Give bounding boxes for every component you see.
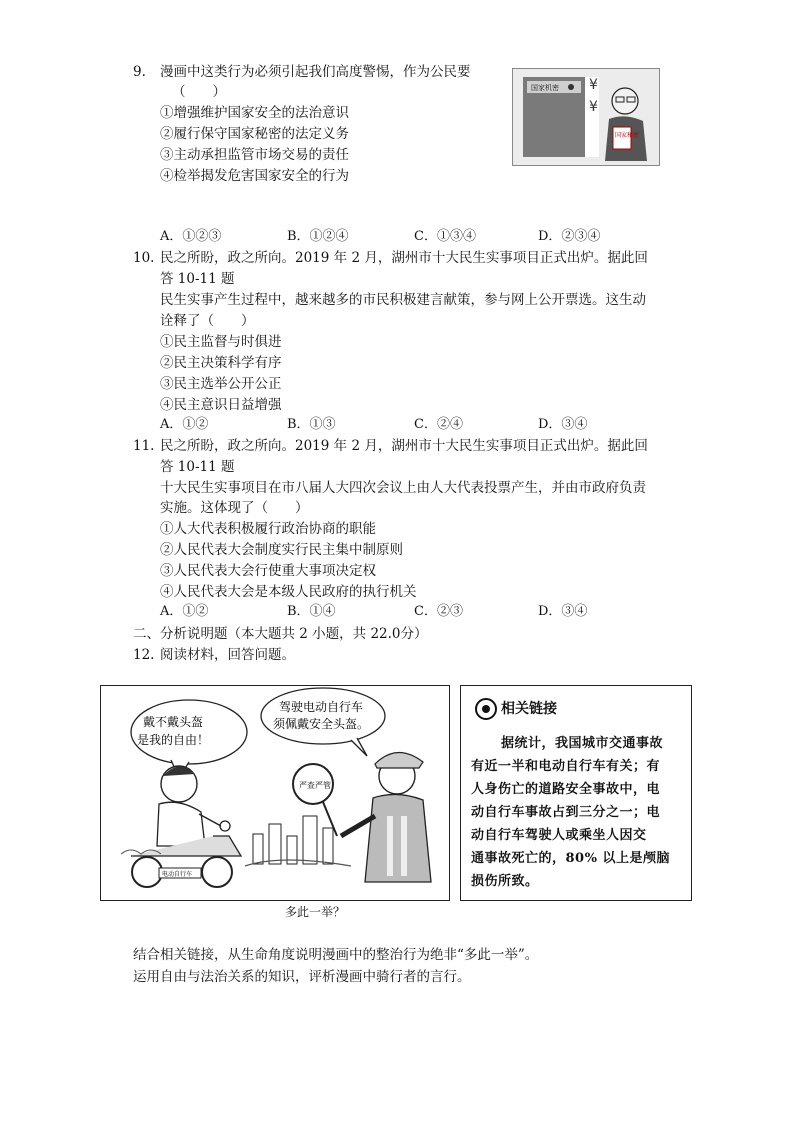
q10-item-3: ③民主选举公开公正 — [160, 376, 282, 392]
q11-item-2: ②人民代表大会制度实行民主集中制原则 — [160, 542, 403, 558]
link-body-line7: 损伤所致。 — [471, 874, 539, 889]
q9-option-a[interactable]: A．①②③ — [160, 229, 222, 244]
link-body-line3: 人身伤亡的道路安全事故中，电 — [471, 782, 661, 797]
q9-item-3: ③主动承担监管市场交易的责任 — [160, 147, 349, 163]
section-2-title: 二、分析说明题（本大题共 2 小题，共 22.0分） — [133, 626, 428, 642]
bubble-right-line1: 驾驶电动自行车 — [279, 700, 364, 714]
q9-cartoon-image — [512, 68, 660, 166]
q12-stem: 阅读材料，回答问题。 — [160, 647, 295, 663]
q11-number: 11. — [133, 438, 155, 454]
scooter-label: 电动自行车 — [162, 871, 193, 878]
q10-option-a[interactable]: A．①② — [160, 417, 209, 432]
q9-folder-label: 国家机密 — [531, 84, 559, 92]
q10-option-c[interactable]: C．②④ — [414, 417, 463, 432]
q9-item-4: ④检举揭发危害国家安全的行为 — [160, 168, 349, 184]
q12-task-1: 结合相关链接，从生命角度说明漫画中的整治行为绝非“多此一举”。 — [133, 947, 539, 963]
svg-text:¥: ¥ — [589, 77, 598, 93]
q11-stem-line4: 实施。这体现了（ ） — [160, 500, 309, 516]
link-body-line1: 据统计，我国城市交通事故 — [501, 736, 664, 751]
link-icon — [475, 698, 497, 720]
bubble-left-line1: 戴不戴头盔 — [143, 715, 204, 729]
q9-option-b[interactable]: B．①②④ — [287, 229, 349, 244]
bubble-right-line2: 须佩戴安全头盔。 — [273, 717, 370, 731]
q11-option-c[interactable]: C．②③ — [414, 604, 463, 619]
link-body-line6: 通事故死亡的，80% 以上是颅脑 — [471, 851, 670, 866]
q12-related-link-panel — [460, 685, 692, 901]
q10-stem-line2: 答 10-11 题 — [160, 271, 235, 287]
q10-option-d[interactable]: D．③④ — [538, 417, 588, 432]
link-body-line2: 有近一半和电动自行车有关；有 — [471, 759, 661, 774]
q9-option-c[interactable]: C．①③④ — [414, 229, 476, 244]
q11-option-b[interactable]: B．①④ — [287, 604, 336, 619]
q10-item-4: ④民主意识日益增强 — [160, 397, 282, 413]
q9-doc-label: 国家秘密 — [615, 132, 640, 139]
q12-task-2: 运用自由与法治关系的知识，评析漫画中骑行者的言行。 — [133, 969, 471, 985]
q10-item-1: ①民主监督与时俱进 — [160, 334, 282, 350]
q11-item-3: ③人民代表大会行使重大事项决定权 — [160, 563, 376, 579]
q9-blank: （ ） — [172, 84, 226, 100]
q10-stem-line4: 诠释了（ ） — [160, 313, 255, 329]
q9-item-2: ②履行保守国家秘密的法定义务 — [160, 126, 349, 142]
svg-text:¥: ¥ — [589, 99, 598, 115]
q10-stem-line3: 民生实事产生过程中，越来越多的市民积极建言献策，参与网上公开票选。这生动 — [160, 292, 646, 308]
q12-number: 12. — [133, 647, 155, 663]
q11-item-4: ④人民代表大会是本级人民政府的执行机关 — [160, 584, 417, 600]
bubble-left-line2: 是我的自由！ — [137, 733, 210, 747]
q9-option-d[interactable]: D．②③④ — [538, 229, 601, 244]
sign-text: 严查严管 — [299, 781, 331, 790]
q11-item-1: ①人大代表积极履行政治协商的职能 — [160, 521, 376, 537]
q12-comic-panel — [100, 685, 450, 901]
q9-number: 9. — [133, 64, 146, 80]
link-body-line4: 动自行车事故占到三分之一；电 — [471, 805, 661, 820]
q10-stem-line1: 民之所盼，政之所向。2019 年 2 月，湖州市十大民生实事项目正式出炉。据此回 — [160, 250, 648, 266]
q10-item-2: ②民主决策科学有序 — [160, 355, 282, 371]
q11-option-a[interactable]: A．①② — [160, 604, 209, 619]
q11-stem-line2: 答 10-11 题 — [160, 459, 235, 475]
q9-stem: 漫画中这类行为必须引起我们高度警惕，作为公民要 — [160, 64, 471, 80]
link-body-line5: 动自行车驾驶人或乘坐人因交 — [471, 828, 647, 843]
related-link-title: 相关链接 — [501, 701, 557, 717]
q9-item-1: ①增强维护国家安全的法治意识 — [160, 105, 349, 121]
q11-stem-line1: 民之所盼，政之所向。2019 年 2 月，湖州市十大民生实事项目正式出炉。据此回 — [160, 438, 648, 454]
q10-option-b[interactable]: B．①③ — [287, 417, 336, 432]
q11-option-d[interactable]: D．③④ — [538, 604, 588, 619]
q10-number: 10. — [133, 250, 155, 266]
q11-stem-line3: 十大民生实事项目在市八届人大四次会议上由人大代表投票产生，并由市政府负责 — [160, 480, 646, 496]
comic-caption: 多此一举？ — [285, 905, 346, 919]
